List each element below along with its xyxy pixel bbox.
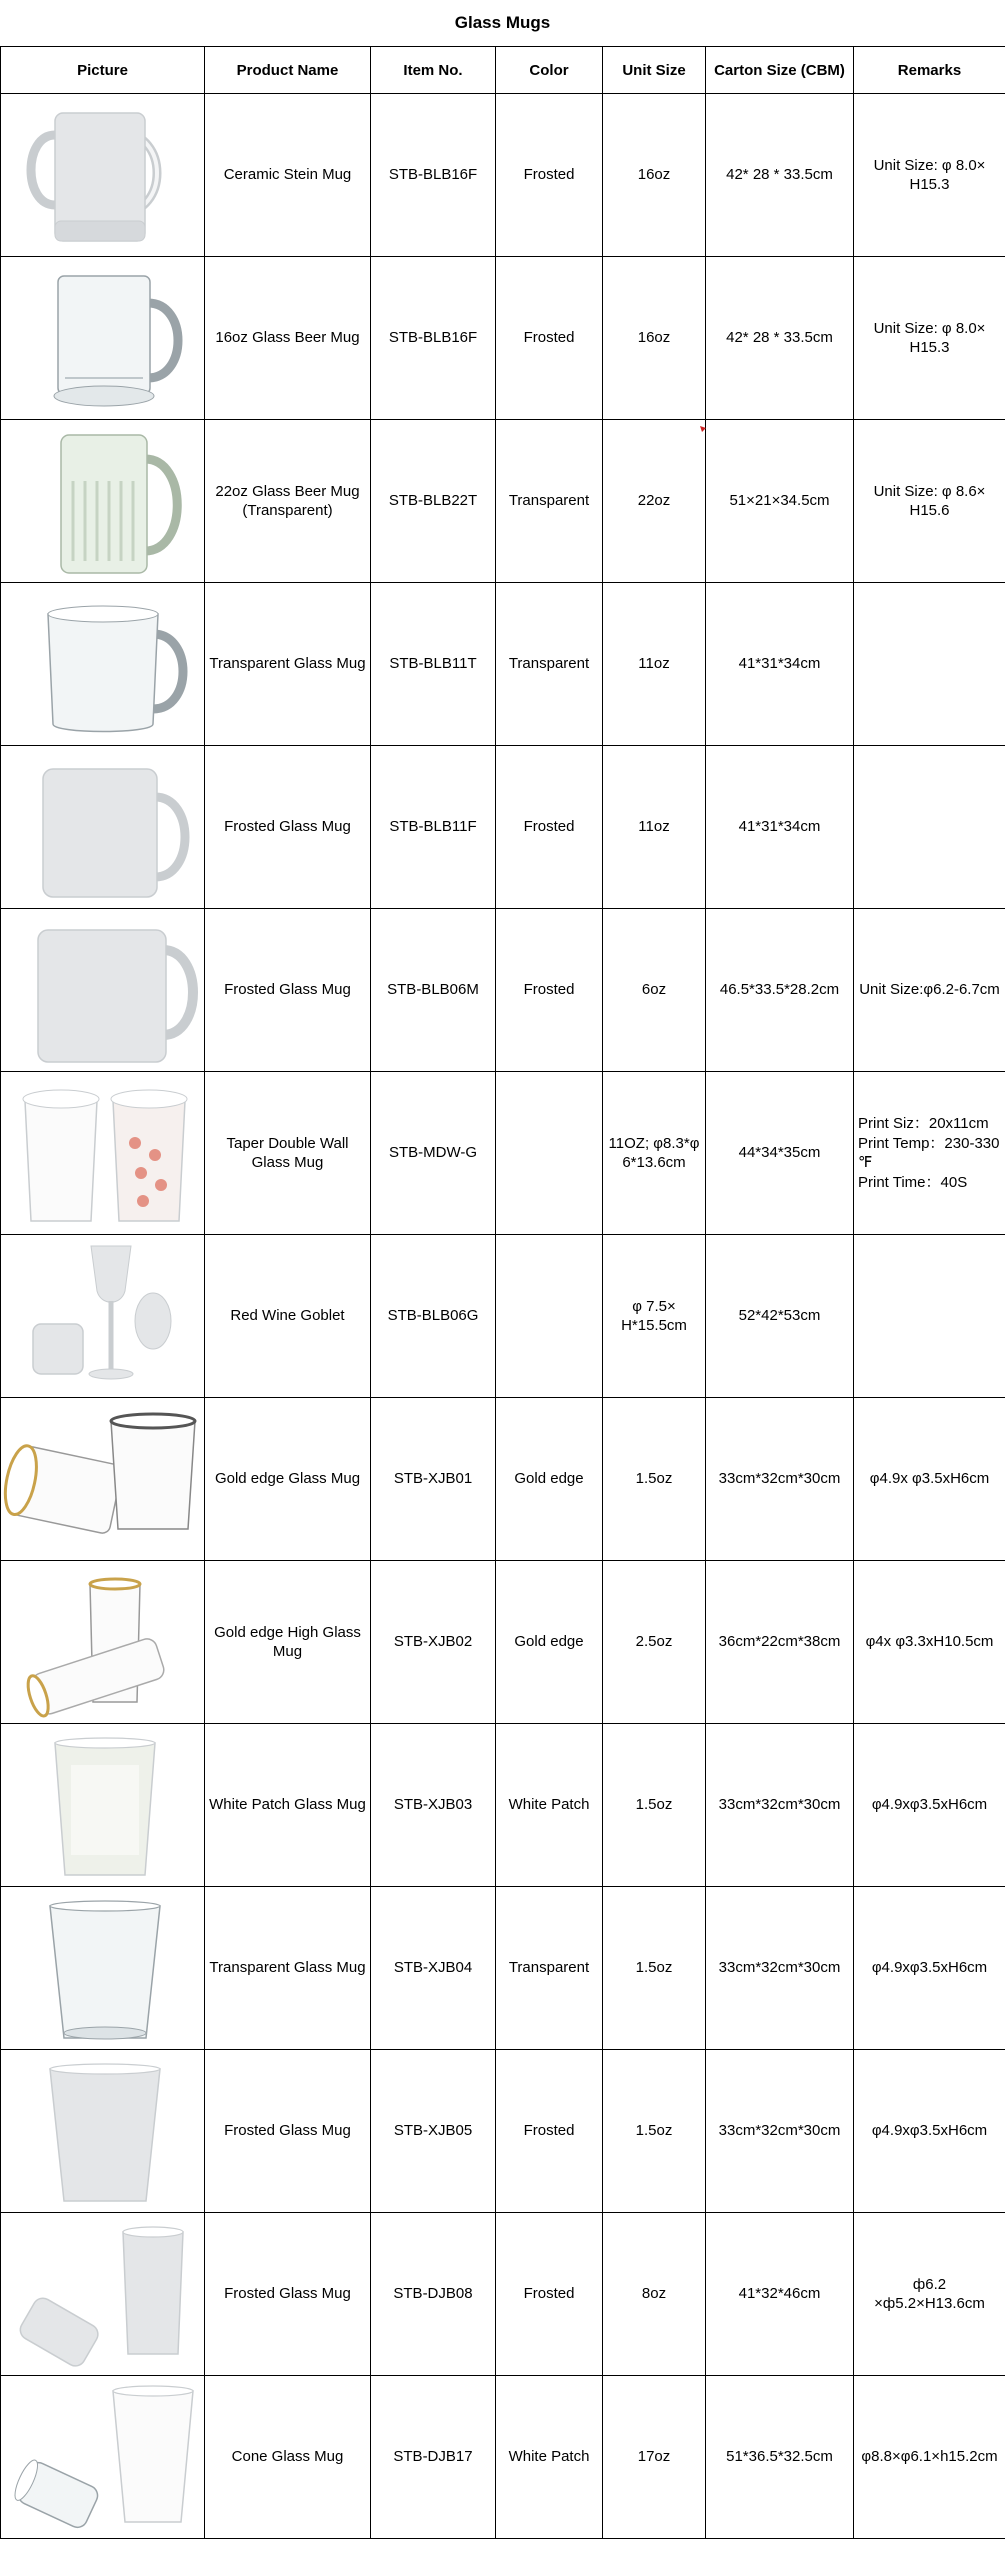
gold-edge-tall-image [3,1562,203,1722]
product-name-text: Taper Double Wall Glass Mug [226,1134,349,1171]
carton-size-text: 41*32*46cm [738,2285,821,2303]
picture-cell [1,583,205,746]
color-cell [496,746,603,909]
item-no-text: STB-BLB22T [388,492,478,510]
item-no-cell [371,94,496,257]
product-name-text: Gold edge High Glass Mug [214,1623,361,1660]
color-text: Frosted [523,329,575,347]
product-name-cell [205,2376,371,2539]
item-no-cell [371,1724,496,1887]
carton-size-cell [706,2376,854,2539]
color-cell [496,1072,603,1235]
carton-size-cell [706,1235,854,1398]
item-no-cell [371,2376,496,2539]
product-name-cell [205,746,371,909]
unit-size-text: 8oz [641,2285,667,2303]
remarks-cell [854,746,1005,909]
column-header-product-name: Product Name [205,47,371,94]
column-header-unit-size: Unit Size [603,47,706,94]
item-no-cell [371,1235,496,1398]
remarks-cell [854,2050,1005,2213]
product-name-cell [205,909,371,1072]
carton-size-cell [706,257,854,420]
unit-size-cell [603,2050,706,2213]
remarks-text: φ4.9xφ3.5xH6cm [871,1796,988,1814]
remarks-cell [854,1072,1005,1235]
carton-size-text: 52*42*53cm [738,1307,821,1325]
column-header-carton-size: Carton Size (CBM) [706,47,854,94]
item-no-cell [371,1398,496,1561]
unit-size-cell [603,2376,706,2539]
transparent-mug-image [3,584,203,744]
item-no-text: STB-XJB03 [393,1796,473,1814]
frosted-tumbler-image [3,2214,203,2374]
carton-size-text: 51*36.5*32.5cm [726,2448,833,2466]
remarks-cell [854,909,1005,1072]
item-no-cell [371,257,496,420]
table-row [1,1398,1005,1561]
carton-size-cell [706,1072,854,1235]
unit-size-cell [603,1235,706,1398]
item-no-text: STB-XJB04 [393,1959,473,1977]
table-row [1,1724,1005,1887]
frosted-wide-mug-image [3,910,203,1070]
product-name-text: Gold edge Glass Mug [214,1470,361,1488]
product-name-cell [205,1072,371,1235]
carton-size-cell [706,1398,854,1561]
unit-size-text: 16oz [637,166,671,184]
remarks-text: φ4.9x φ3.5xH6cm [869,1470,990,1488]
remarks-text: φ4x φ3.3xH10.5cm [865,1633,994,1651]
color-text: Transparent [508,1959,590,1977]
item-no-text: STB-BLB06G [387,1307,479,1325]
remarks-text: φ4.9xφ3.5xH6cm [871,2122,988,2140]
carton-size-cell [706,2050,854,2213]
remarks-text: Unit Size: φ 8.6× H15.6 [873,482,986,519]
picture-cell [1,2213,205,2376]
unit-size-text: 11oz [638,655,670,673]
carton-size-text: 33cm*32cm*30cm [718,1959,841,1977]
picture-cell [1,257,205,420]
table-row [1,1561,1005,1724]
remarks-cell [854,1398,1005,1561]
picture-cell [1,909,205,1072]
gold-edge-shot-image [3,1399,203,1559]
color-text: Frosted [523,166,575,184]
item-no-text: STB-BLB11T [389,655,477,673]
remarks-cell [854,420,1005,583]
carton-size-text: 41*31*34cm [738,655,821,673]
unit-size-text: 1.5oz [635,1959,673,1977]
carton-size-text: 33cm*32cm*30cm [718,1796,841,1814]
unit-size-text: 6oz [641,981,667,999]
color-cell [496,420,603,583]
product-name-text: Transparent Glass Mug [209,655,366,673]
unit-size-cell [603,420,706,583]
carton-size-cell [706,583,854,746]
unit-size-text: 17oz [637,2448,671,2466]
item-no-cell [371,583,496,746]
table-row [1,2050,1005,2213]
product-name-text: Frosted Glass Mug [224,2285,351,2303]
picture-cell [1,1724,205,1887]
remarks-text: Unit Size:φ6.2-6.7cm [859,981,1000,999]
carton-size-text: 42* 28 * 33.5cm [726,329,833,347]
product-name-cell [205,94,371,257]
remarks-cell [854,94,1005,257]
table-row [1,2376,1005,2539]
table-row [1,2213,1005,2376]
red-mark-icon [700,426,706,432]
unit-size-cell [603,94,706,257]
frosted-shot-image [3,2051,203,2211]
table-row [1,1887,1005,2050]
color-cell [496,1235,603,1398]
product-name-cell [205,1398,371,1561]
item-no-text: STB-XJB02 [393,1633,473,1651]
item-no-cell [371,909,496,1072]
remarks-text: φ4.9xφ3.5xH6cm [871,1959,988,1977]
unit-size-cell [603,1887,706,2050]
color-text: Transparent [508,492,590,510]
product-name-cell [205,2213,371,2376]
remarks-cell [854,1561,1005,1724]
unit-size-text: 22oz [637,492,671,510]
unit-size-text: 16oz [637,329,671,347]
carton-size-text: 33cm*32cm*30cm [718,1470,841,1488]
product-name-cell [205,2050,371,2213]
color-cell [496,1398,603,1561]
unit-size-text: 1.5oz [635,1796,673,1814]
picture-cell [1,1887,205,2050]
color-cell [496,94,603,257]
item-no-cell [371,420,496,583]
color-text: Frosted [523,818,575,836]
carton-size-cell [706,1724,854,1887]
wine-goblet-image [3,1236,203,1396]
table-row [1,420,1005,583]
color-cell [496,1887,603,2050]
unit-size-cell [603,746,706,909]
product-name-text: Transparent Glass Mug [209,1959,366,1977]
product-name-text: Frosted Glass Mug [224,981,351,999]
carton-size-cell [706,909,854,1072]
unit-size-cell [603,257,706,420]
item-no-cell [371,1072,496,1235]
product-name-cell [205,583,371,746]
table-row [1,94,1005,257]
remarks-cell [854,2213,1005,2376]
color-text: Gold edge [514,1633,584,1651]
product-name-cell [205,1561,371,1724]
product-name-cell [205,1235,371,1398]
remarks-text: Print Siz：20x11cm Print Temp：230-330 ℉ Print Time：40S [858,1115,1000,1191]
unit-size-text: 1.5oz [635,1470,673,1488]
column-header-item-no: Item No. [371,47,496,94]
color-cell [496,2213,603,2376]
product-name-cell [205,1887,371,2050]
item-no-cell [371,1887,496,2050]
picture-cell [1,1235,205,1398]
carton-size-cell [706,94,854,257]
picture-cell [1,94,205,257]
header-row [1,47,1005,94]
picture-cell [1,2050,205,2213]
carton-size-cell [706,2213,854,2376]
table-row [1,1235,1005,1398]
item-no-text: STB-BLB16F [388,166,478,184]
clear-beer-mug-image [3,258,203,418]
item-no-cell [371,2050,496,2213]
unit-size-cell [603,2213,706,2376]
unit-size-text: 11OZ; φ8.3*φ 6*13.6cm [608,1134,700,1171]
carton-size-cell [706,1887,854,2050]
double-wall-cups-image [3,1073,203,1233]
carton-size-text: 51×21×34.5cm [729,492,830,510]
item-no-text: STB-DJB08 [393,2285,473,2303]
color-cell [496,2050,603,2213]
picture-cell [1,746,205,909]
table-row [1,909,1005,1072]
picture-cell [1,1072,205,1235]
product-name-text: Frosted Glass Mug [224,818,351,836]
remarks-text: ф6.2 ×ф5.2×H13.6cm [874,2275,985,2312]
item-no-text: STB-XJB01 [393,1470,473,1488]
table-row [1,746,1005,909]
carton-size-cell [706,420,854,583]
item-no-cell [371,746,496,909]
unit-size-text: 11oz [638,818,670,836]
remarks-cell [854,1887,1005,2050]
product-name-text: 22oz Glass Beer Mug (Transparent) [215,482,360,519]
color-text: Frosted [523,2285,575,2303]
carton-size-text: 46.5*33.5*28.2cm [719,981,840,999]
item-no-text: STB-BLB11F [389,818,477,836]
unit-size-text: φ 7.5× H*15.5cm [621,1297,687,1334]
unit-size-cell [603,1561,706,1724]
carton-size-text: 44*34*35cm [738,1144,821,1162]
page-title: Glass Mugs [454,13,551,32]
carton-size-cell [706,1561,854,1724]
picture-cell [1,420,205,583]
remarks-cell [854,257,1005,420]
product-table [0,46,1005,2539]
carton-size-text: 33cm*32cm*30cm [718,2122,841,2140]
item-no-cell [371,2213,496,2376]
unit-size-cell [603,583,706,746]
carton-size-text: 42* 28 * 33.5cm [726,166,833,184]
item-no-text: STB-BLB16F [388,329,478,347]
item-no-text: STB-XJB05 [393,2122,473,2140]
color-text: Transparent [508,655,590,673]
frosted-stein-mug-image [3,95,203,255]
unit-size-text: 1.5oz [635,2122,673,2140]
product-name-text: 16oz Glass Beer Mug [215,329,360,347]
color-cell [496,1724,603,1887]
item-no-cell [371,1561,496,1724]
item-no-text: STB-MDW-G [388,1144,478,1162]
green-beer-mug-image [3,421,203,581]
item-no-text: STB-DJB17 [393,2448,473,2466]
column-header-color: Color [496,47,603,94]
remarks-text: Unit Size: φ 8.0× H15.3 [873,319,986,356]
color-cell [496,257,603,420]
color-cell [496,1561,603,1724]
product-name-text: Red Wine Goblet [230,1307,345,1325]
product-name-text: White Patch Glass Mug [209,1796,366,1814]
remarks-text: φ8.8×φ6.1×h15.2cm [861,2448,998,2466]
unit-size-text: 2.5oz [635,1633,673,1651]
picture-cell [1,2376,205,2539]
carton-size-text: 36cm*22cm*38cm [718,1633,841,1651]
item-no-text: STB-BLB06M [387,981,479,999]
product-name-cell [205,420,371,583]
color-text: White Patch [508,2448,590,2466]
color-cell [496,2376,603,2539]
table-row [1,583,1005,746]
frosted-mug-image [3,747,203,907]
color-cell [496,583,603,746]
remarks-cell [854,1235,1005,1398]
remarks-cell [854,2376,1005,2539]
carton-size-text: 41*31*34cm [738,818,821,836]
picture-cell [1,1398,205,1561]
color-text: Gold edge [514,1470,584,1488]
product-name-text: Frosted Glass Mug [224,2122,351,2140]
picture-cell [1,1561,205,1724]
remarks-cell [854,583,1005,746]
cone-glass-image [3,2377,203,2537]
color-text: White Patch [508,1796,590,1814]
white-patch-shot-image [3,1725,203,1885]
color-text: Frosted [523,2122,575,2140]
unit-size-cell [603,909,706,1072]
unit-size-cell [603,1072,706,1235]
column-header-remarks: Remarks [854,47,1005,94]
table-row [1,1072,1005,1235]
transparent-shot-image [3,1888,203,2048]
unit-size-cell [603,1398,706,1561]
color-cell [496,909,603,1072]
carton-size-cell [706,746,854,909]
product-name-cell [205,257,371,420]
product-name-cell [205,1724,371,1887]
remarks-text: Unit Size: φ 8.0× H15.3 [873,156,986,193]
table-row [1,257,1005,420]
unit-size-cell [603,1724,706,1887]
product-name-text: Ceramic Stein Mug [223,166,352,184]
column-header-picture: Picture [1,47,205,94]
product-name-text: Cone Glass Mug [231,2448,344,2466]
remarks-cell [854,1724,1005,1887]
color-text: Frosted [523,981,575,999]
